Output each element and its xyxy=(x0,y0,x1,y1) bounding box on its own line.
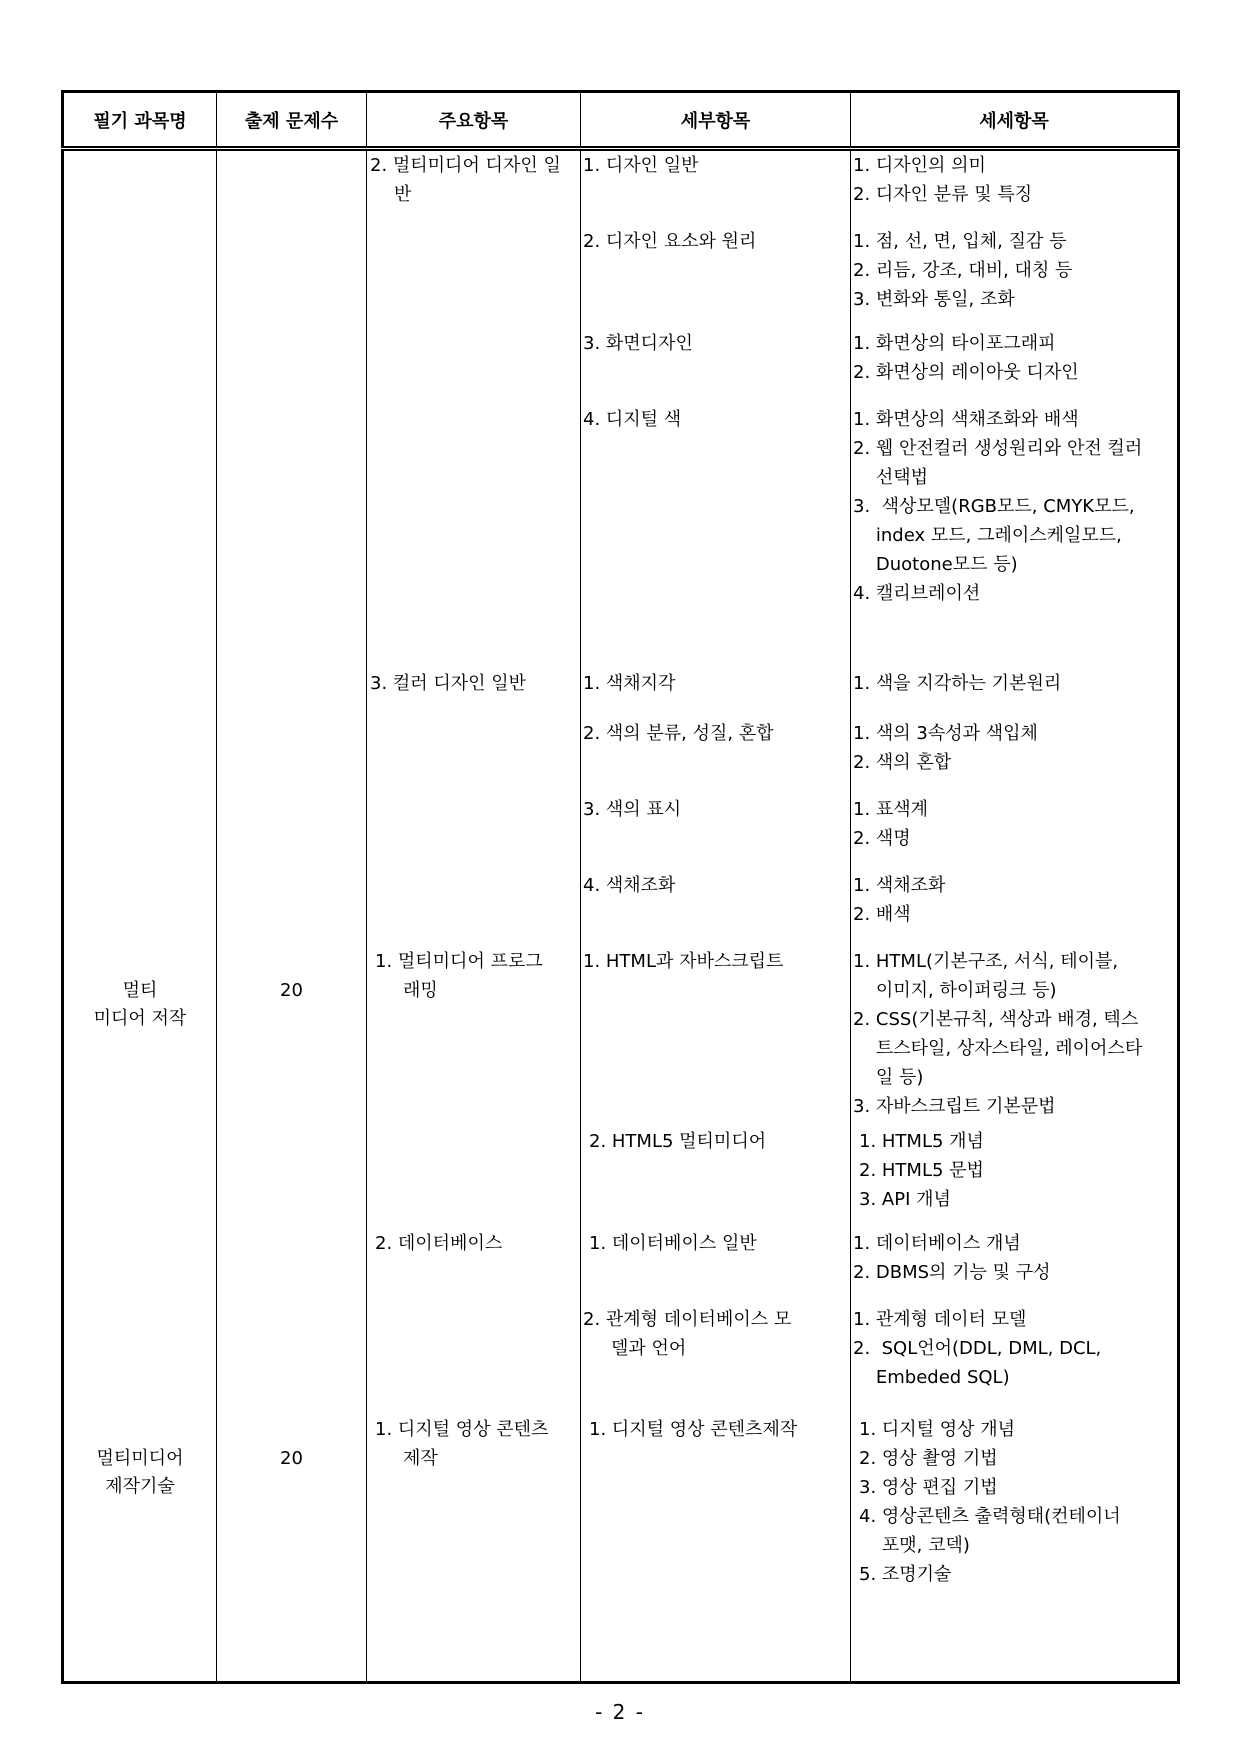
sub-detail-line: 2. 배색 xyxy=(853,904,911,925)
subject-2-line1: 멀티미디어 xyxy=(96,1448,184,1469)
sub-detail-line: 이미지, 하이퍼링크 등) xyxy=(853,980,1057,1001)
sub-detail-line: 2. 리듬, 강조, 대비, 대칭 등 xyxy=(853,260,1073,281)
detail-item: 4. 디지털 색 xyxy=(583,409,682,430)
main-item-line: 반 xyxy=(394,184,412,205)
sub-detail-line: 2. 웹 안전컬러 생성원리와 안전 컬러 xyxy=(853,438,1143,459)
sub-detail-line: 2. SQL언어(DDL, DML, DCL, xyxy=(853,1338,1102,1359)
sub-detail-line: 일 등) xyxy=(853,1067,924,1088)
detail-item: 1. 색채지각 xyxy=(583,673,676,694)
sub-detail-line: 2. 디자인 분류 및 특징 xyxy=(853,184,1033,205)
main-item-line: 제작 xyxy=(403,1448,438,1469)
sub-detail-group xyxy=(859,1415,1121,1589)
sub-detail-line: 1. 화면상의 색채조화와 배색 xyxy=(853,409,1079,430)
page-number: - 2 - xyxy=(595,1700,645,1724)
detail-item: 1. 디자인 일반 xyxy=(583,155,699,176)
subject-1-line1: 멀티 xyxy=(122,980,158,1001)
sub-detail-line: 1. 색의 3속성과 색입체 xyxy=(853,723,1038,744)
sub-detail-line: 5. 조명기술 xyxy=(859,1564,952,1585)
subject-column xyxy=(63,149,217,1683)
sub-detail-line: 트스타일, 상자스타일, 레이어스타 xyxy=(853,1038,1143,1059)
main-item-line: 래밍 xyxy=(403,980,438,1001)
sub-detail-line: 2. 영상 촬영 기법 xyxy=(859,1448,998,1469)
main-item-line: 2. 멀티미디어 디자인 일 xyxy=(370,155,561,176)
main-item xyxy=(375,947,543,1005)
sub-detail-line: 1. 관계형 데이터 모델 xyxy=(853,1309,1027,1330)
detail-item: 3. 색의 표시 xyxy=(583,799,682,820)
sub-detail-group xyxy=(859,1127,984,1214)
detail-item: 1. 디지털 영상 콘텐츠제작 xyxy=(589,1419,798,1440)
sub-detail-line: 4. 캘리브레이션 xyxy=(853,583,981,604)
sub-detail-line: 2. 화면상의 레이아웃 디자인 xyxy=(853,362,1079,383)
sub-detail-line: 1. 데이터베이스 개념 xyxy=(853,1233,1021,1254)
detail-item: 1. HTML과 자바스크립트 xyxy=(583,951,784,972)
header-question-count: 출제 문제수 xyxy=(217,92,367,149)
main-item-line: 3. 컬러 디자인 일반 xyxy=(370,673,527,694)
sub-detail-line: 포맷, 코덱) xyxy=(859,1535,970,1556)
sub-detail-group xyxy=(853,1305,1101,1392)
sub-detail-line: 2. DBMS의 기능 및 구성 xyxy=(853,1262,1051,1283)
header-row xyxy=(63,92,1179,149)
sub-detail-line: 1. 점, 선, 면, 입체, 질감 등 xyxy=(853,231,1067,252)
question-count-2: 20 xyxy=(280,1448,303,1469)
sub-detail-group xyxy=(853,947,1142,1121)
sub-detail-group xyxy=(853,669,1061,698)
sub-detail-line: 4. 영상콘텐츠 출력형태(컨테이너 xyxy=(859,1506,1121,1527)
sub-detail-line: 3. 변화와 통일, 조화 xyxy=(853,289,1015,310)
sub-detail-line: 1. 색을 지각하는 기본원리 xyxy=(853,673,1062,694)
detail-item xyxy=(583,1305,791,1363)
sub-detail-line: 1. 화면상의 타이포그래피 xyxy=(853,333,1056,354)
header-main-item: 주요항목 xyxy=(367,92,581,149)
header-detail-item: 세부항목 xyxy=(581,92,851,149)
detail-item: 3. 화면디자인 xyxy=(583,333,693,354)
main-item xyxy=(375,1229,502,1258)
sub-detail-line: 선택법 xyxy=(853,467,929,488)
detail-item: 4. 색채조화 xyxy=(583,875,676,896)
sub-detail-line: 2. 색의 혼합 xyxy=(853,752,952,773)
detail-item-line: 2. 관계형 데이터베이스 모 xyxy=(583,1309,792,1330)
main-item-line: 2. 데이터베이스 xyxy=(375,1233,503,1254)
sub-detail-group xyxy=(853,719,1038,777)
detail-item: 1. 데이터베이스 일반 xyxy=(589,1233,757,1254)
syllabus-table xyxy=(61,90,1180,1684)
detail-item: 2. 색의 분류, 성질, 혼합 xyxy=(583,723,774,744)
sub-detail-line: 1. HTML5 개념 xyxy=(859,1131,984,1152)
subject-2-line2: 제작기술 xyxy=(105,1476,175,1497)
detail-item-line: 델과 언어 xyxy=(611,1338,687,1359)
sub-detail-line: 2. 색명 xyxy=(853,828,911,849)
main-item-line: 1. 디지털 영상 콘텐츠 xyxy=(375,1419,549,1440)
subject-1 xyxy=(64,977,216,1033)
sub-detail-line: 1. 색채조화 xyxy=(853,875,946,896)
detail-item-column xyxy=(581,149,851,1683)
subject-2 xyxy=(64,1445,216,1501)
sub-detail-line: 2. HTML5 문법 xyxy=(859,1160,984,1181)
main-item-column xyxy=(367,149,581,1683)
question-count-1: 20 xyxy=(280,980,303,1001)
sub-detail-line: 2. CSS(기본규칙, 색상과 배경, 텍스 xyxy=(853,1009,1139,1030)
sub-detail-group xyxy=(853,795,928,853)
sub-detail-line: 3. 영상 편집 기법 xyxy=(859,1477,998,1498)
sub-detail-group xyxy=(853,329,1079,387)
main-item-line: 1. 멀티미디어 프로그 xyxy=(375,951,543,972)
sub-detail-line: 3. 자바스크립트 기본문법 xyxy=(853,1096,1056,1117)
sub-detail-line: index 모드, 그레이스케일모드, xyxy=(853,525,1122,546)
question-count-column xyxy=(217,149,367,1683)
sub-detail-line: 3. API 개념 xyxy=(859,1189,951,1210)
sub-detail-line: Duotone모드 등) xyxy=(853,554,1018,575)
header-subject: 필기 과목명 xyxy=(63,92,217,149)
sub-detail-group xyxy=(853,1229,1051,1287)
sub-detail-group xyxy=(853,405,1142,608)
sub-detail-group xyxy=(853,227,1072,314)
sub-detail-group xyxy=(853,151,1032,209)
detail-item: 2. 디자인 요소와 원리 xyxy=(583,231,757,252)
main-item xyxy=(370,151,561,209)
main-item xyxy=(375,1415,548,1473)
sub-detail-line: 1. 표색계 xyxy=(853,799,929,820)
sub-detail-line: Embeded SQL) xyxy=(853,1367,1010,1388)
sub-detail-line: 1. HTML(기본구조, 서식, 테이블, xyxy=(853,951,1119,972)
sub-detail-group xyxy=(853,871,945,929)
sub-detail-column xyxy=(851,149,1179,1683)
header-sub-detail-item: 세세항목 xyxy=(851,92,1179,149)
main-item xyxy=(370,669,526,698)
sub-detail-line: 1. 디지털 영상 개념 xyxy=(859,1419,1016,1440)
subject-1-line2: 미디어 저작 xyxy=(93,1008,187,1029)
sub-detail-line: 3. 색상모델(RGB모드, CMYK모드, xyxy=(853,496,1135,517)
table-body-row xyxy=(63,149,1179,1683)
sub-detail-line: 1. 디자인의 의미 xyxy=(853,155,986,176)
detail-item: 2. HTML5 멀티미디어 xyxy=(589,1131,767,1152)
